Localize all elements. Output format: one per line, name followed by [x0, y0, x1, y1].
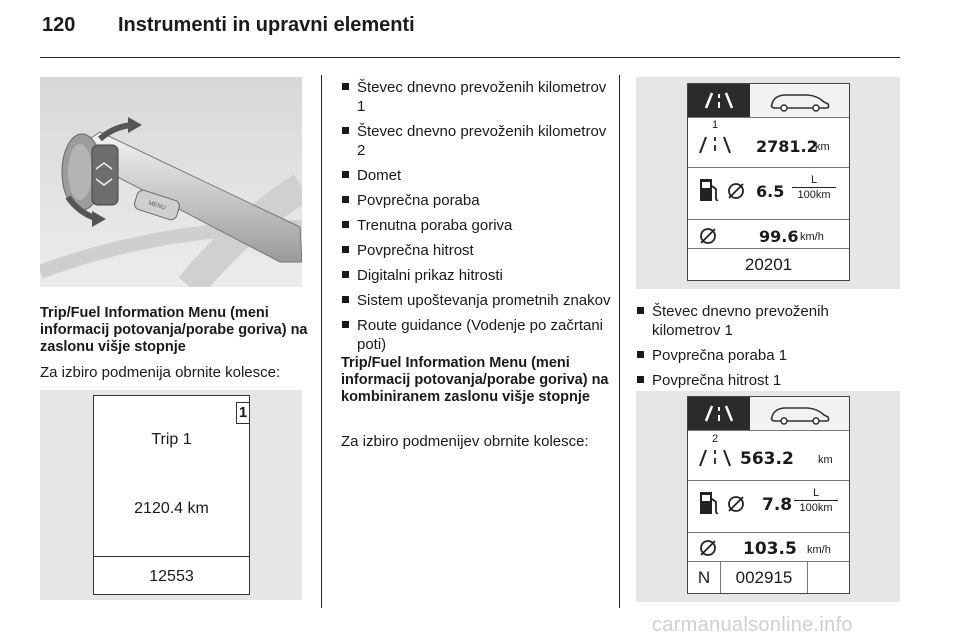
odometer-divider	[688, 248, 849, 249]
speed-unit: km/h	[800, 231, 824, 243]
consumption-unit	[792, 174, 836, 201]
fraction-line	[794, 500, 838, 501]
consumption-unit	[794, 487, 838, 514]
trip-index: 1	[712, 119, 719, 131]
tab-vehicle	[750, 84, 849, 117]
page-number: 120	[42, 14, 76, 36]
watermark: carmanualsonline.info	[652, 614, 853, 636]
trip-label: Trip 1	[151, 431, 192, 448]
odometer-value: 002915	[721, 562, 808, 593]
trip-display-divider	[94, 556, 249, 557]
list-item: Sistem upoštevanja prometnih znakov	[341, 291, 613, 310]
distance-row	[688, 430, 849, 481]
distance-unit: km	[818, 454, 833, 466]
trip-road-icon	[698, 446, 734, 470]
list-item: Route guidance (Vodenje po začrtani poti)	[341, 316, 613, 354]
combined-display-illustration-2	[636, 391, 900, 602]
trip-display-illustration	[40, 390, 302, 600]
unit-numerator: L	[812, 487, 820, 499]
page-title: Instrumenti in upravni elementi	[118, 14, 415, 36]
list-item: Povprečna poraba 1	[636, 346, 898, 365]
average-symbol-icon	[698, 226, 718, 246]
middle-instruction-text: Za izbiro podmenijev obrnite kolesce:	[341, 433, 589, 450]
combined-display-screen-2	[687, 396, 850, 594]
list-item: Števec dnevno prevoženih kilometrov 2	[341, 122, 613, 160]
middle-section-heading: Trip/Fuel Information Menu (meni informacij potovanja/porabe goriva) na kombiniranem zaslonu višje stopnje	[341, 355, 609, 405]
car-icon	[750, 84, 847, 117]
trip-road-icon	[698, 133, 734, 157]
speed-value: 103.5	[743, 539, 797, 559]
speed-row	[688, 532, 849, 560]
column-divider-right	[619, 75, 620, 608]
consumption-row	[688, 167, 849, 220]
unit-denominator: 100km	[797, 189, 831, 201]
header-divider	[40, 57, 900, 58]
fuel-pump-icon	[698, 176, 720, 204]
column-divider-left	[321, 75, 322, 608]
distance-unit: km	[815, 141, 830, 153]
fraction-line	[792, 187, 836, 188]
list-item: Števec dnevno prevoženih kilometrov 1	[636, 302, 898, 340]
list-item: Digitalni prikaz hitrosti	[341, 266, 613, 285]
consumption-row	[688, 480, 849, 533]
combined-display-screen-1	[687, 83, 850, 281]
list-item: Povprečna hitrost	[341, 241, 613, 260]
average-symbol-icon	[726, 494, 746, 514]
list-item: Domet	[341, 166, 613, 185]
trip-badge: 1	[236, 402, 250, 424]
unit-numerator: L	[810, 174, 818, 186]
trip-display-screen	[93, 395, 250, 595]
consumption-value: 7.8	[762, 495, 793, 515]
submenu-list	[341, 78, 613, 354]
left-section-heading: Trip/Fuel Information Menu (meni informacij potovanja/porabe goriva) na zaslonu višje stopnje	[40, 305, 308, 355]
odometer-value: 12553	[149, 568, 194, 585]
middle-column	[341, 78, 613, 360]
tab-trip	[688, 84, 750, 117]
speed-value: 99.6	[759, 227, 799, 246]
speed-unit: km/h	[807, 544, 831, 556]
average-symbol-icon	[726, 181, 746, 201]
trip-index: 2	[712, 433, 719, 445]
fuel-pump-icon	[698, 489, 720, 517]
distance-row	[688, 117, 849, 168]
distance-value: 563.2	[740, 449, 794, 469]
turn-signal-stalk-image	[40, 77, 302, 287]
list-item: Povprečna hitrost 1	[636, 371, 898, 390]
list-item: Povprečna poraba	[341, 191, 613, 210]
stalk-illustration	[40, 77, 302, 287]
gear-indicator: N	[688, 562, 721, 593]
display-tabs	[688, 397, 849, 431]
display-tabs	[688, 84, 849, 118]
speed-row	[688, 219, 849, 247]
distance-value: 2781.2	[756, 137, 818, 156]
right-column-list	[636, 302, 898, 396]
list-item: Trenutna poraba goriva	[341, 216, 613, 235]
average-symbol-icon	[698, 538, 718, 558]
tab-vehicle	[750, 397, 849, 430]
left-instruction-text: Za izbiro podmenija obrnite kolesce:	[40, 364, 281, 381]
unit-denominator: 100km	[799, 502, 833, 514]
odometer-value: 20201	[744, 255, 793, 274]
menu-button-label: MENU	[147, 200, 167, 212]
trip-distance: 2120.4 km	[134, 500, 209, 517]
combined-display-illustration-1	[636, 77, 900, 289]
tab-trip	[688, 397, 750, 430]
consumption-value: 6.5	[756, 182, 785, 201]
list-item: Števec dnevno prevoženih kilometrov 1	[341, 78, 613, 116]
car-icon	[750, 397, 847, 430]
trip-road-icon	[688, 84, 750, 117]
trip-road-icon	[688, 397, 750, 430]
selection-list	[636, 302, 898, 390]
